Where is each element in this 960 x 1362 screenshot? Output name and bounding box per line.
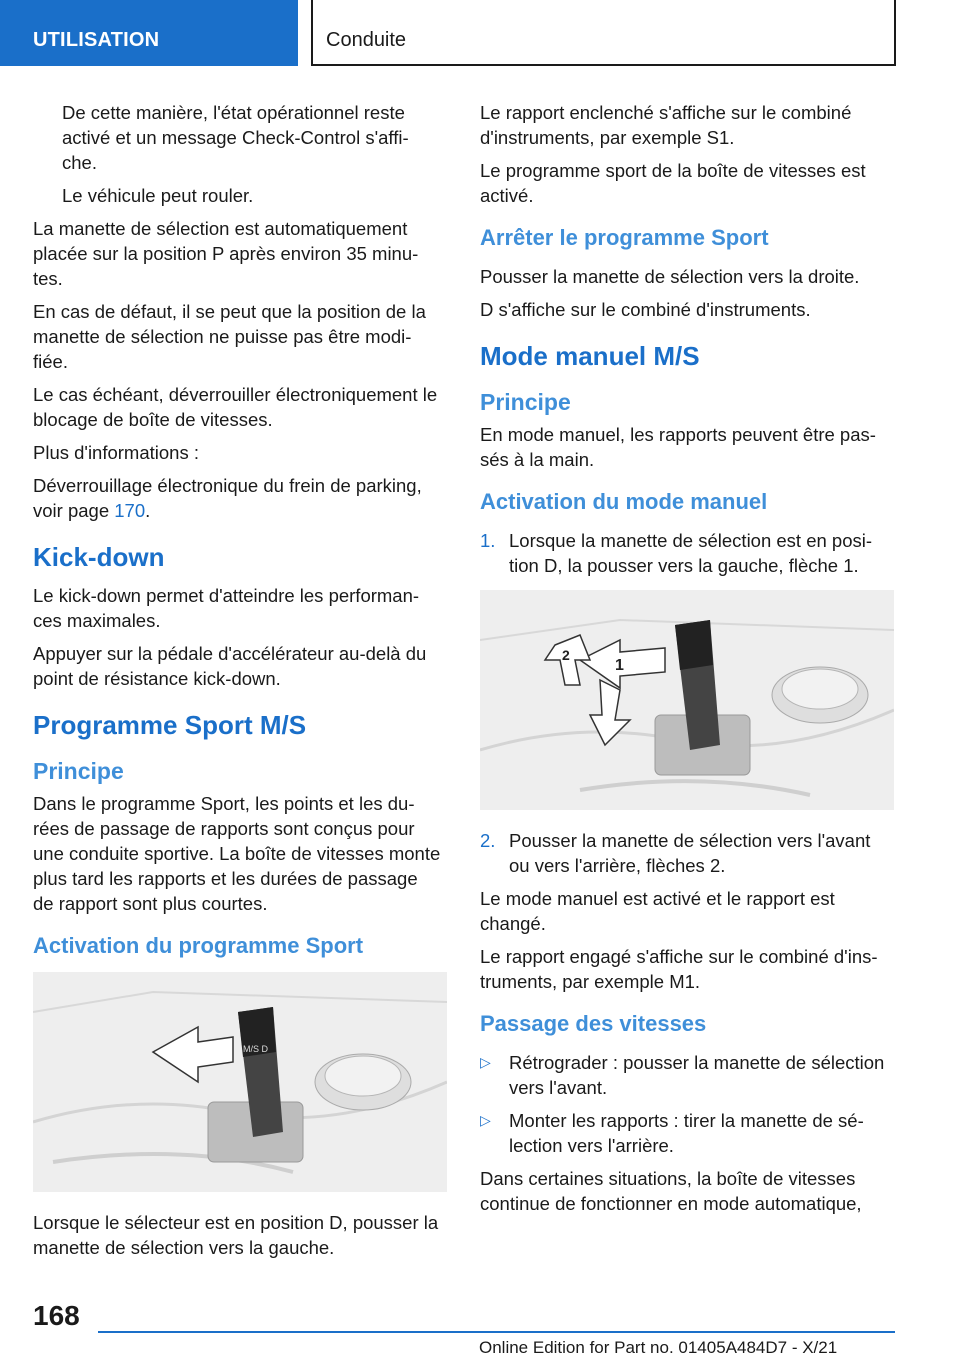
figure-caption: Lorsque le sélecteur est en position D, pousser la manette de sélection vers la gauche.	[33, 1212, 439, 1258]
gear-selector-illustration	[33, 972, 447, 1192]
page-header	[0, 0, 960, 66]
paragraph: Le rapport enclenché s'affiche sur le combiné d'instruments, par exemple S1.	[480, 102, 852, 148]
page-number: 168	[33, 1300, 80, 1331]
paragraph: En cas de défaut, il se peut que la position de la manette de sélection ne puisse pas être modi-fiée.	[33, 301, 426, 372]
left-column	[33, 100, 443, 1268]
arrow-1-label: 1	[615, 657, 624, 674]
manual-mode-illustration	[480, 590, 894, 810]
gear-selector-drawing	[33, 972, 447, 1192]
paragraph: Appuyer sur la pédale d'accélérateur au-delà du point de résistance kick-down.	[33, 643, 427, 689]
section-tab[interactable]	[0, 0, 298, 66]
paragraph: Le kick-down permet d'atteindre les performan-ces maximales.	[33, 585, 420, 631]
heading-kickdown: Kick-down	[33, 542, 165, 572]
chapter-title: Conduite	[326, 29, 407, 51]
chapter-title-box	[311, 0, 896, 66]
step-number: 1.	[480, 530, 496, 551]
numbered-step	[480, 828, 895, 878]
paragraph-text: Déverrouillage électronique du frein de parking, voir page	[33, 475, 422, 521]
paragraph: D s'affiche sur le combiné d'instruments.	[480, 299, 811, 320]
step-text: Lorsque la manette de sélection est en posi-tion D, la pousser vers la gauche, flèche 1.	[509, 530, 873, 576]
paragraph: Le véhicule peut rouler.	[62, 185, 254, 206]
bullet-item	[480, 1050, 895, 1100]
paragraph: De cette manière, l'état opérationnel reste activé et un message Check-Control s'affi-che.	[62, 102, 409, 173]
bullet-item	[480, 1108, 895, 1158]
paragraph: Pousser la manette de sélection vers la droite.	[480, 266, 860, 287]
paragraph: Le programme sport de la boîte de vitesses est activé.	[480, 160, 866, 206]
triangle-bullet-icon: ▷	[480, 1054, 491, 1070]
paragraph: En mode manuel, les rapports peuvent être pas-sés à la main.	[480, 424, 876, 470]
step-text: Pousser la manette de sélection vers l'avant ou vers l'arrière, flèches 2.	[509, 830, 871, 876]
numbered-step	[480, 528, 895, 578]
heading-passage: Passage des vitesses	[480, 1011, 707, 1036]
paragraph-with-link	[33, 473, 443, 523]
bullet-text: Monter les rapports : tirer la manette de sé-lection vers l'arrière.	[509, 1110, 864, 1156]
page-link[interactable]: 170	[114, 500, 146, 521]
section-tab-label: UTILISATION	[33, 29, 160, 51]
bullet-text: Rétrograder : pousser la manette de sélection vers l'avant.	[509, 1052, 885, 1098]
right-column	[480, 100, 895, 1224]
heading-principe: Principe	[480, 389, 571, 415]
heading-arreter: Arrêter le programme Sport	[480, 225, 769, 250]
paragraph: Plus d'informations :	[33, 442, 199, 463]
heading-activation-sport: Activation du programme Sport	[33, 933, 364, 958]
heading-manuel: Mode manuel M/S	[480, 341, 700, 371]
gear-label: M/S D	[243, 1044, 269, 1054]
triangle-bullet-icon: ▷	[480, 1112, 491, 1128]
heading-sport: Programme Sport M/S	[33, 710, 307, 740]
arrow-2-label: 2	[562, 647, 570, 663]
manual-mode-drawing	[480, 590, 894, 810]
footer-divider	[98, 1331, 895, 1333]
heading-activation-manuel: Activation du mode manuel	[480, 489, 768, 514]
heading-principe: Principe	[33, 758, 124, 784]
paragraph: Le cas échéant, déverrouiller électroniquement le blocage de boîte de vitesses.	[33, 384, 438, 430]
paragraph: Dans certaines situations, la boîte de vitesses continue de fonctionner en mode automatique,	[480, 1168, 862, 1214]
step-number: 2.	[480, 830, 496, 851]
paragraph: Le rapport engagé s'affiche sur le combiné d'ins-truments, par exemple M1.	[480, 946, 878, 992]
paragraph: La manette de sélection est automatiquement placée sur la position P après environ 35 minu-tes.	[33, 218, 419, 289]
paragraph: Dans le programme Sport, les points et les du-rées de passage de rapports sont conçus pour une conduite sportive. La boîte de vitesses monte plus tard les rapports et les durées de passage de rapport sont plus courtes.	[33, 793, 441, 914]
paragraph: Le mode manuel est activé et le rapport est changé.	[480, 888, 835, 934]
footer-edition: Online Edition for Part no. 01405A484D7 - X/21	[479, 1338, 838, 1357]
paragraph-end: .	[145, 500, 151, 521]
